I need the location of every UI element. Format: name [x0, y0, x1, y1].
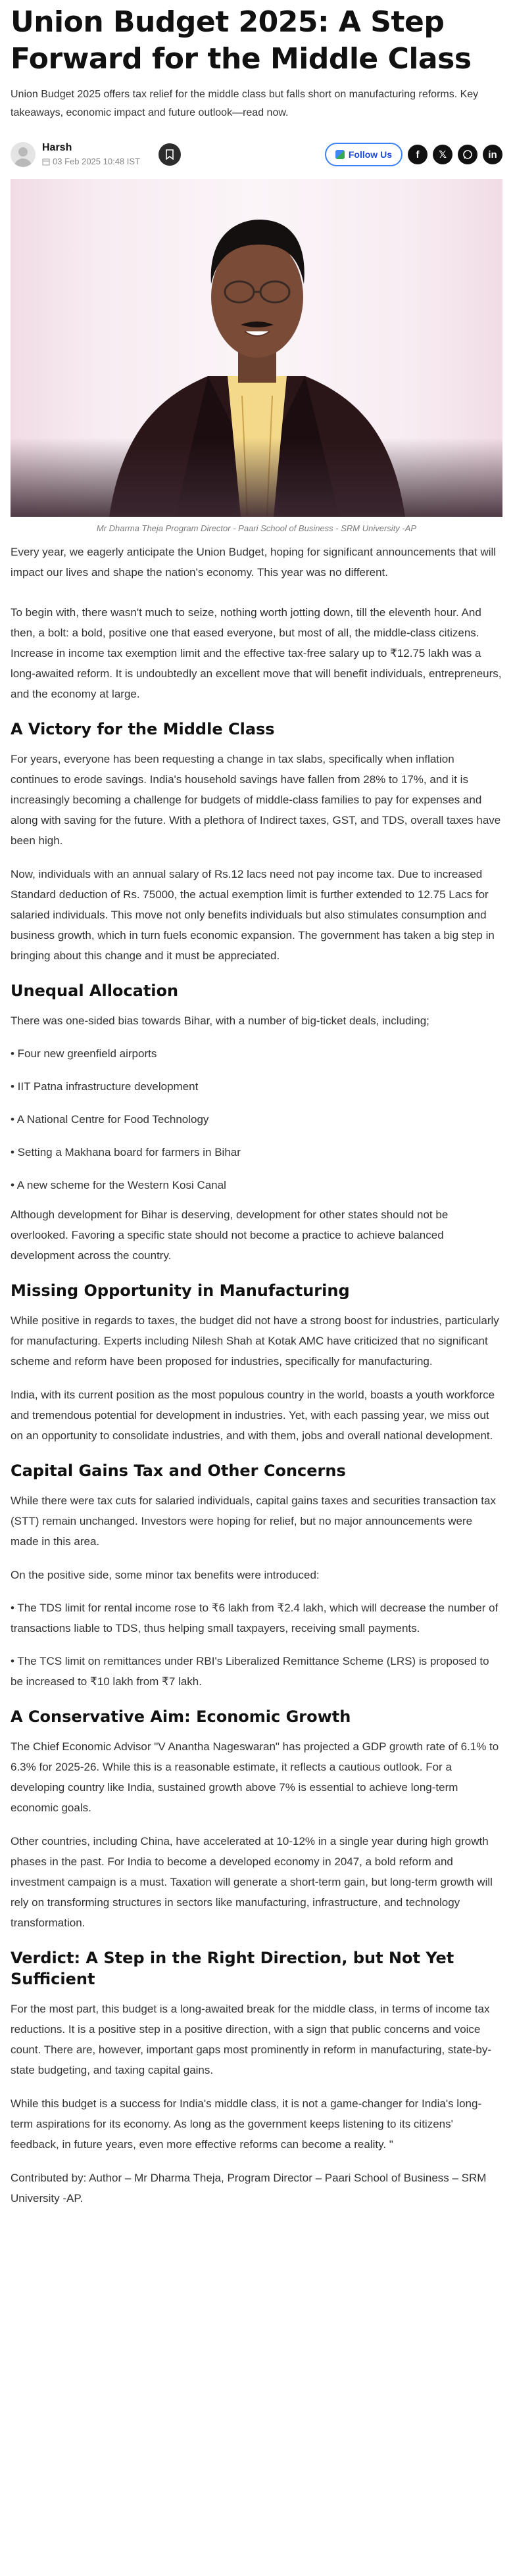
- paragraph: The Chief Economic Advisor "V Anantha Nageswaran" has projected a GDP growth rate of 6.1% to 6.3% for 2025-26. While this is a reasonable estimate, it reflects a cautious outlook. For a developing country like India, sustained growth above 7% is essential to achieve long-term economic goals.: [11, 1740, 499, 1814]
- article-title: Union Budget 2025: A Step Forward for the Middle Class: [11, 5, 472, 76]
- list-item: • A National Centre for Food Technology: [11, 1113, 209, 1126]
- article-meta: [11, 139, 502, 170]
- section-heading: A Conservative Aim: Economic Growth: [11, 1707, 351, 1726]
- bookmark-button[interactable]: [159, 143, 181, 166]
- article-summary: Union Budget 2025 offers tax relief for the middle class but falls short on manufacturing reforms. Key takeaways, economic impact and future outlook—read now.: [11, 89, 479, 118]
- section-heading: Verdict: A Step in the Right Direction, but Not Yet Sufficient: [11, 1949, 454, 1988]
- section-heading: Missing Opportunity in Manufacturing: [11, 1281, 350, 1300]
- author-box: [42, 141, 140, 168]
- list-item: • The TDS limit for rental income rose to ₹6 lakh from ₹2.4 lakh, which will decrease the number of transactions liable to TDS, thus helping small taxpayers, receiving small payments.: [11, 1602, 499, 1634]
- contributor-note: Contributed by: Author – Mr Dharma Theja, Program Director – Paari School of Business – SRM University -AP.: [11, 2172, 487, 2205]
- image-caption: Mr Dharma Theja Program Director - Paari School of Business - SRM University -AP: [96, 523, 417, 533]
- google-news-icon: [335, 150, 345, 159]
- paragraph: To begin with, there wasn't much to seize, nothing worth jotting down, till the eleventh hour. And then, a bolt: a bold, positive one that eased everyone, but most of all, the middle-class citizens. Increase in income tax exemption limit and the effective tax-free salary up to ₹12.75 lakh was a long-awaited reform. It is undoubtedly an excellent move that will benefit individuals, entrepreneurs, and the economy at large.: [11, 606, 502, 700]
- whatsapp-share-icon[interactable]: [458, 145, 477, 164]
- paragraph: For the most part, this budget is a long-awaited break for the middle class, in terms of income tax reductions. It is a positive step in a positive direction, with a sign that public concerns and voice count. There are, however, important gaps most prominently in reform in manufacturing, state-by-state budgeting, and taxing capital gains.: [11, 2003, 492, 2076]
- paragraph: India, with its current position as the most populous country in the world, boasts a youth workforce and tremendous potential for development in industries. Yet, with each passing year, we miss out on an opportunity to consolidate industries, and with them, jobs and overall national development.: [11, 1389, 495, 1442]
- paragraph: Other countries, including China, have accelerated at 10-12% in a single year during high growth phases in the past. For India to become a developed economy in 2047, a bold reform and investment campaign is a must. Taxation will generate a short-term gain, but long-term growth will rely on transforming structures in sectors like manufacturing, infrastructure, and technology transformation.: [11, 1835, 493, 1929]
- list-item: • Four new greenfield airports: [11, 1047, 157, 1060]
- section-heading: A Victory for the Middle Class: [11, 720, 275, 738]
- list-item: • Setting a Makhana board for farmers in Bihar: [11, 1146, 241, 1158]
- paragraph: There was one-sided bias towards Bihar, with a number of big-ticket deals, including;: [11, 1014, 429, 1027]
- facebook-share-icon[interactable]: f: [408, 145, 428, 164]
- paragraph: While positive in regards to taxes, the budget did not have a strong boost for industries, particularly for manufacturing. Experts including Nilesh Shah at Kotak AMC have criticized that no significant scheme and reform have been proposed for industries, specifically for manufacturing.: [11, 1314, 499, 1368]
- calendar-icon: [42, 158, 50, 166]
- section-heading: Capital Gains Tax and Other Concerns: [11, 1462, 346, 1480]
- section-heading: Unequal Allocation: [11, 982, 179, 1000]
- paragraph: Although development for Bihar is deserving, development for other states should not be overlooked. Favoring a specific state should not become a practice to achieve balanced development across the country.: [11, 1208, 449, 1262]
- bookmark-icon: [165, 149, 174, 160]
- paragraph: Now, individuals with an annual salary of Rs.12 lacs need not pay income tax. Due to increased Standard deduction of Rs. 75000, the actual exemption limit is further extended to 12.75 Lacs for salaried individuals. This move not only benefits individuals but also stimulates consumption and business growth, which in turn fuels economic expansion. The government has taken a big step in bringing about this change and it must be appreciated.: [11, 868, 495, 962]
- list-item: • The TCS limit on remittances under RBI's Liberalized Remittance Scheme (LRS) is proposed to be increased to ₹10 lakh from ₹7 lakh.: [11, 1655, 489, 1688]
- paragraph: Every year, we eagerly anticipate the Union Budget, hoping for significant announcements that will impact our lives and shape the nation's economy. This year was no different.: [11, 546, 497, 579]
- linkedin-share-icon[interactable]: in: [483, 145, 502, 164]
- paragraph: For years, everyone has been requesting a change in tax slabs, specifically when inflation continues to erode savings. India's household savings have fallen from 28% to 17%, and it is increasingly becoming a challenge for budgets of middle-class families to pay for expenses and along with saving for the future. With a plethora of Indirect taxes, GST, and TDS, overall taxes have been high.: [11, 753, 501, 847]
- paragraph: While this budget is a success for India's middle class, it is not a game-changer for India's long-term aspirations for its economy. As long as the government keeps listening to its citizens' feedback, in future years, even more effective reforms can become a reality. ": [11, 2097, 482, 2151]
- author-name[interactable]: Harsh: [42, 142, 72, 153]
- date-text: 03 Feb 2025 10:48 IST: [53, 156, 140, 166]
- follow-us-button[interactable]: [325, 143, 403, 166]
- follow-label: Follow Us: [348, 149, 392, 160]
- paragraph: On the positive side, some minor tax benefits were introduced:: [11, 1569, 320, 1581]
- list-item: • A new scheme for the Western Kosi Canal: [11, 1179, 226, 1191]
- paragraph: While there were tax cuts for salaried individuals, capital gains taxes and securities transaction tax (STT) remain unchanged. Investors were hoping for relief, but no major announcements were made in this area.: [11, 1494, 496, 1548]
- hero-image: [11, 179, 502, 517]
- publish-date: [42, 156, 140, 168]
- x-share-icon[interactable]: 𝕏: [433, 145, 452, 164]
- list-item: • IIT Patna infrastructure development: [11, 1080, 199, 1093]
- avatar[interactable]: [11, 142, 36, 167]
